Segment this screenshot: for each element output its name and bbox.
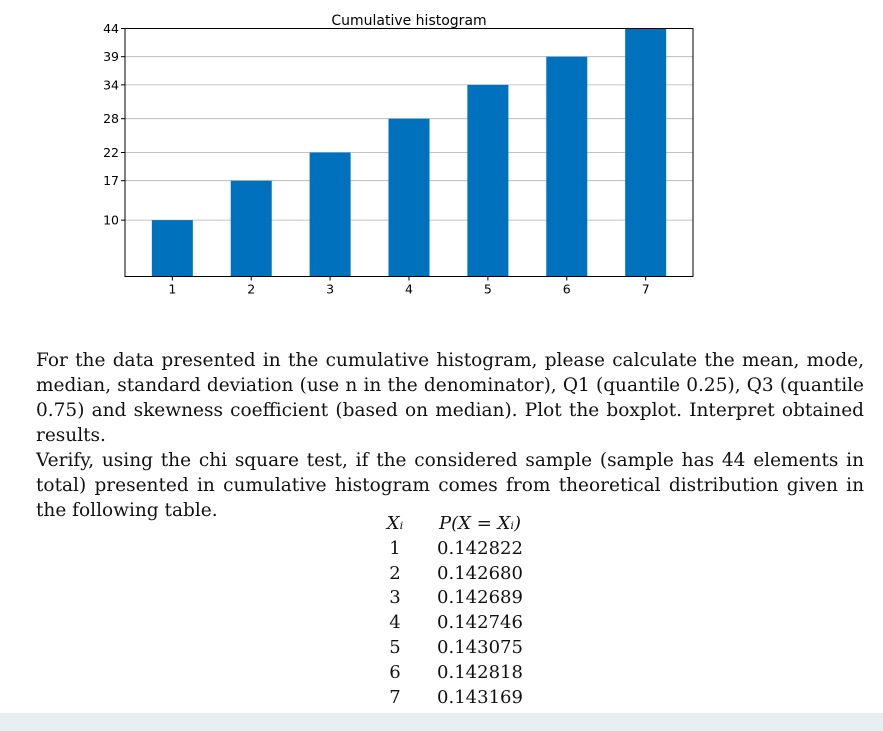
cell-x: 3 [389, 587, 401, 609]
chart-svg [0, 0, 883, 305]
x-tick-label: 1 [168, 281, 177, 297]
table-row [370, 562, 540, 587]
cell-x: 6 [389, 661, 401, 683]
table-row [370, 686, 540, 711]
table-header-row [370, 512, 540, 537]
table-row [370, 586, 540, 611]
cell-p: 0.143169 [437, 686, 523, 708]
table-row [370, 537, 540, 562]
table-row [370, 636, 540, 661]
cell-p: 0.142818 [437, 661, 523, 683]
chart-title: Cumulative histogram [331, 13, 487, 29]
cell-x: 2 [389, 562, 401, 584]
y-tick-label: 28 [103, 111, 119, 127]
x-tick-label: 3 [326, 281, 335, 297]
cell-x: 5 [389, 636, 401, 658]
y-tick-label: 22 [103, 145, 119, 160]
problem-statement [36, 348, 864, 523]
cell-p: 0.142689 [437, 587, 523, 609]
table-row [370, 611, 540, 636]
y-tick-label: 17 [103, 173, 119, 189]
bar-7 [625, 29, 666, 277]
y-tick-label: 39 [103, 49, 119, 65]
cell-p: 0.142680 [437, 562, 523, 584]
header-x: Xᵢ [386, 513, 404, 534]
cell-p: 0.142746 [437, 612, 523, 634]
x-tick-label: 7 [641, 281, 650, 297]
table-row [370, 661, 540, 686]
cell-p: 0.143075 [437, 636, 523, 658]
bar-4 [388, 119, 429, 277]
probability-table [370, 512, 540, 710]
bar-2 [231, 181, 272, 277]
y-tick-label: 44 [103, 21, 119, 36]
header-p: P(X = Xᵢ) [439, 513, 521, 534]
y-tick-label: 10 [103, 212, 119, 228]
y-tick-label: 34 [103, 77, 119, 93]
cell-p: 0.142822 [437, 537, 523, 559]
bar-1 [152, 220, 193, 276]
bar-5 [467, 85, 508, 277]
x-tick-label: 5 [483, 281, 492, 297]
cell-x: 4 [389, 612, 401, 634]
problem-paragraph-1: For the data presented in the cumulative histogram, please calculate the mean, mode, median, standard deviation (use n in the denominator), Q1 (quantile 0.25), Q3 (quantile 0.75) and skewness coefficient (based on median). Plot the boxplot. Interpret obtained results. [36, 350, 864, 446]
cumulative-histogram-chart [0, 0, 883, 305]
x-tick-label: 2 [247, 281, 256, 297]
x-tick-label: 6 [562, 281, 571, 297]
x-tick-label: 4 [405, 281, 413, 297]
cell-x: 7 [389, 686, 401, 708]
bar-6 [546, 57, 587, 277]
cell-x: 1 [389, 537, 401, 559]
bar-3 [310, 153, 351, 277]
bottom-bar [0, 713, 883, 731]
problem-paragraph-2: Verify, using the chi square test, if the considered sample (sample has 44 elements in total) presented in cumulative histogram comes from theoretical distribution given in the following table. [36, 450, 864, 521]
